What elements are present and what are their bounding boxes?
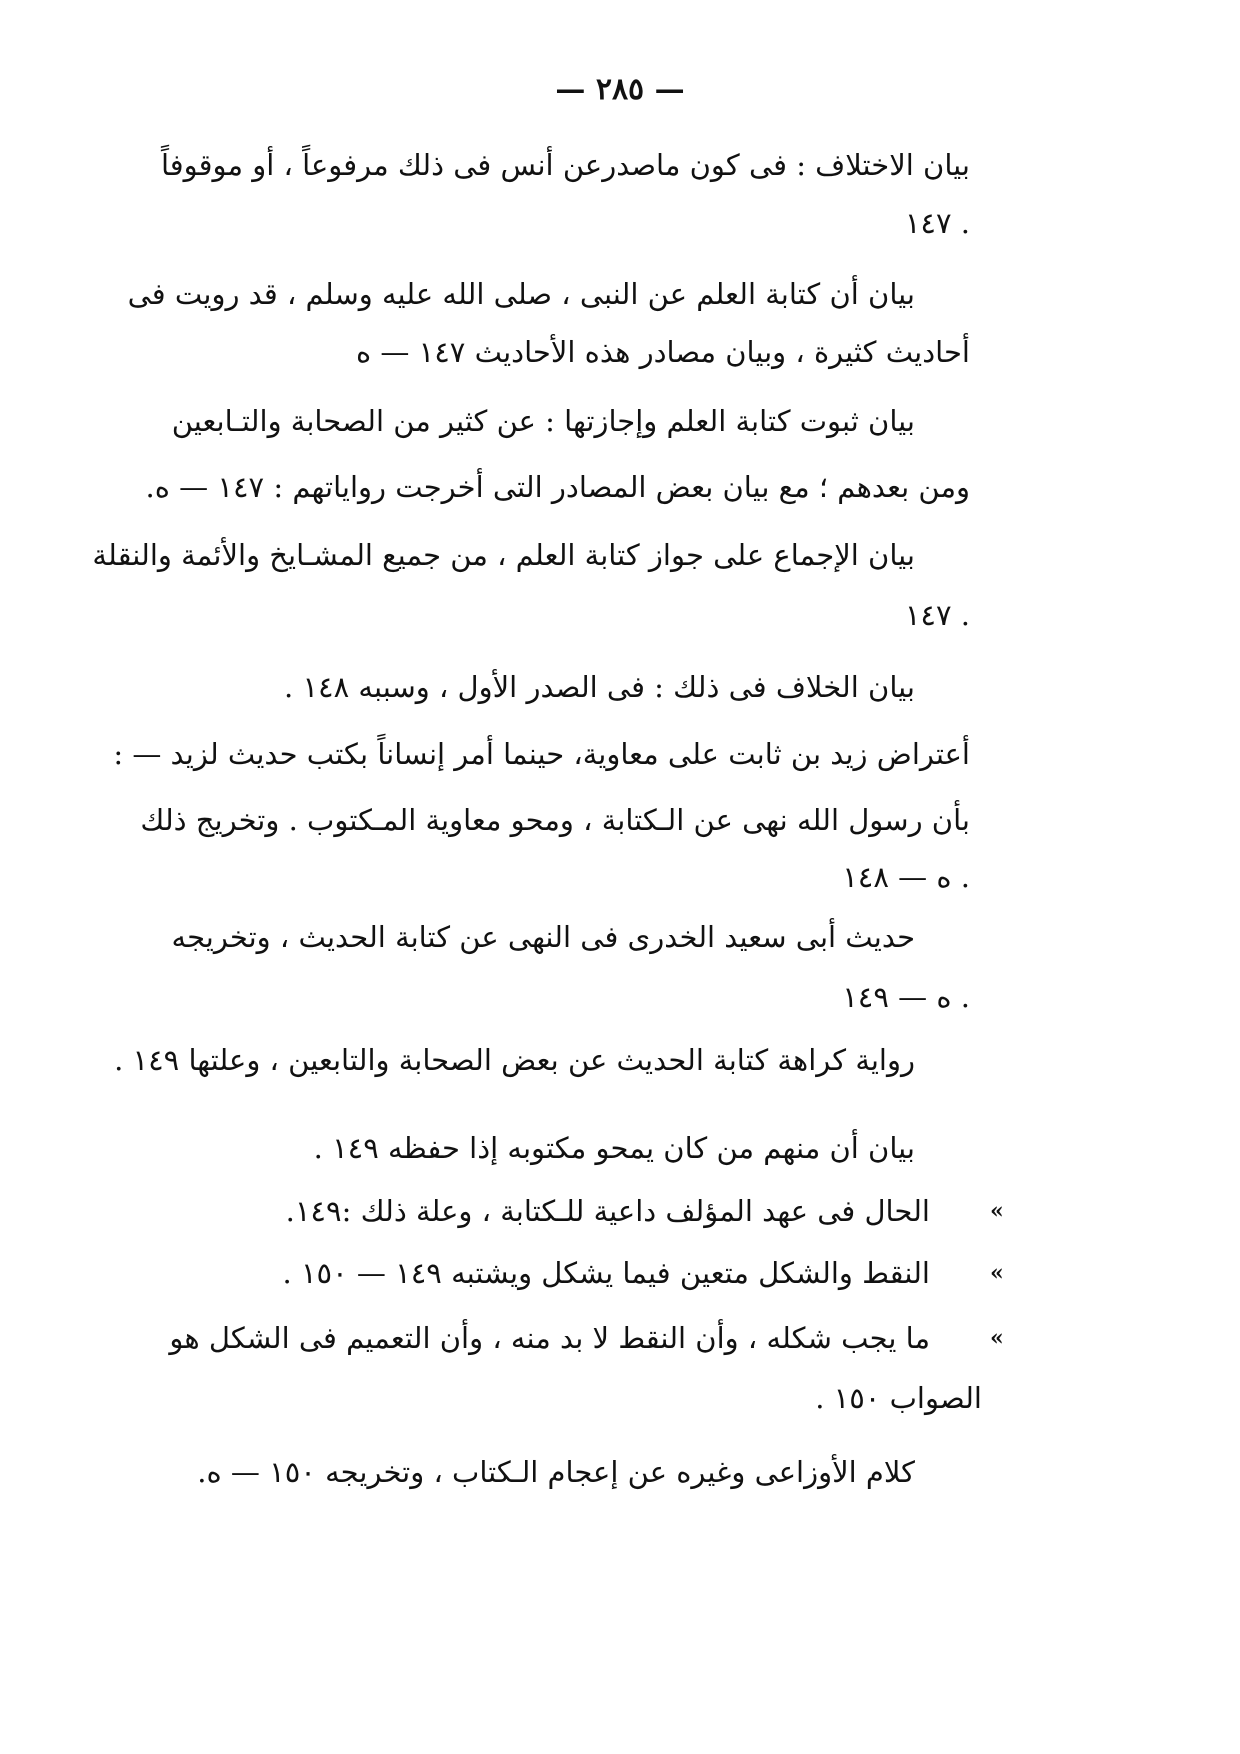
entry-line: النقط والشكل متعين فيما يشكل ويشتبه ١٤٩ — ١٥٠ . <box>282 1256 930 1290</box>
continuation-mark: » <box>990 1325 1004 1351</box>
continuation-mark: » <box>990 1198 1004 1224</box>
entry-line: كلام الأوزاعى وغيره عن إعجام الـكتاب ، وتخريجه ١٥٠ — ه. <box>197 1455 915 1489</box>
entry-line: الصواب ١٥٠ . <box>815 1381 982 1415</box>
continuation-mark: » <box>990 1260 1004 1286</box>
entry-line: حديث أبى سعيد الخدرى فى النهى عن كتابة الحديث ، وتخريجه <box>171 920 915 954</box>
entry-line: أعتراض زيد بن ثابت على معاوية، حينما أمر إنساناً بكتب حديث لزيد — : <box>113 737 970 771</box>
entry-line: . ١٤٧ <box>904 206 970 240</box>
entry-line: أحاديث كثيرة ، وبيان مصادر هذه الأحاديث ١٤٧ — ه <box>356 335 970 369</box>
entry-line: ومن بعدهم ؛ مع بيان بعض المصادر التى أخرجت رواياتهم : ١٤٧ — ه. <box>145 470 970 504</box>
page-number: — ٢٨٥ — <box>555 72 685 107</box>
entry-line: بيان الإجماع على جواز كتابة العلم ، من جميع المشـايخ والأئمة والنقلة <box>92 538 915 572</box>
entry-line: الحال فى عهد المؤلف داعية للـكتابة ، وعلة ذلك :١٤٩. <box>285 1194 930 1228</box>
entry-line: بيان أن كتابة العلم عن النبى ، صلى الله عليه وسلم ، قد رويت فى <box>127 277 915 311</box>
entry-line: بأن رسول الله نهى عن الـكتابة ، ومحو معاوية المـكتوب . وتخريج ذلك <box>140 803 970 837</box>
entry-line: . ه — ١٤٨ <box>842 860 970 894</box>
entry-line: ما يجب شكله ، وأن النقط لا بد منه ، وأن التعميم فى الشكل هو <box>169 1321 930 1355</box>
entry-line: . ١٤٧ <box>904 598 970 632</box>
entry-line: رواية كراهة كتابة الحديث عن بعض الصحابة والتابعين ، وعلتها ١٤٩ . <box>114 1043 915 1077</box>
entry-line: بيان الخلاف فى ذلك : فى الصدر الأول ، وسببه ١٤٨ . <box>284 670 915 704</box>
entry-line: بيان أن منهم من كان يمحو مكتوبه إذا حفظه ١٤٩ . <box>313 1131 915 1165</box>
entry-line: بيان ثبوت كتابة العلم وإجازتها : عن كثير من الصحابة والتـابعين <box>171 404 915 438</box>
entry-line: . ه — ١٤٩ <box>842 980 970 1014</box>
entry-line: بيان الاختلاف : فى كون ماصدرعن أنس فى ذلك مرفوعاً ، أو موقوفاً <box>160 148 970 182</box>
